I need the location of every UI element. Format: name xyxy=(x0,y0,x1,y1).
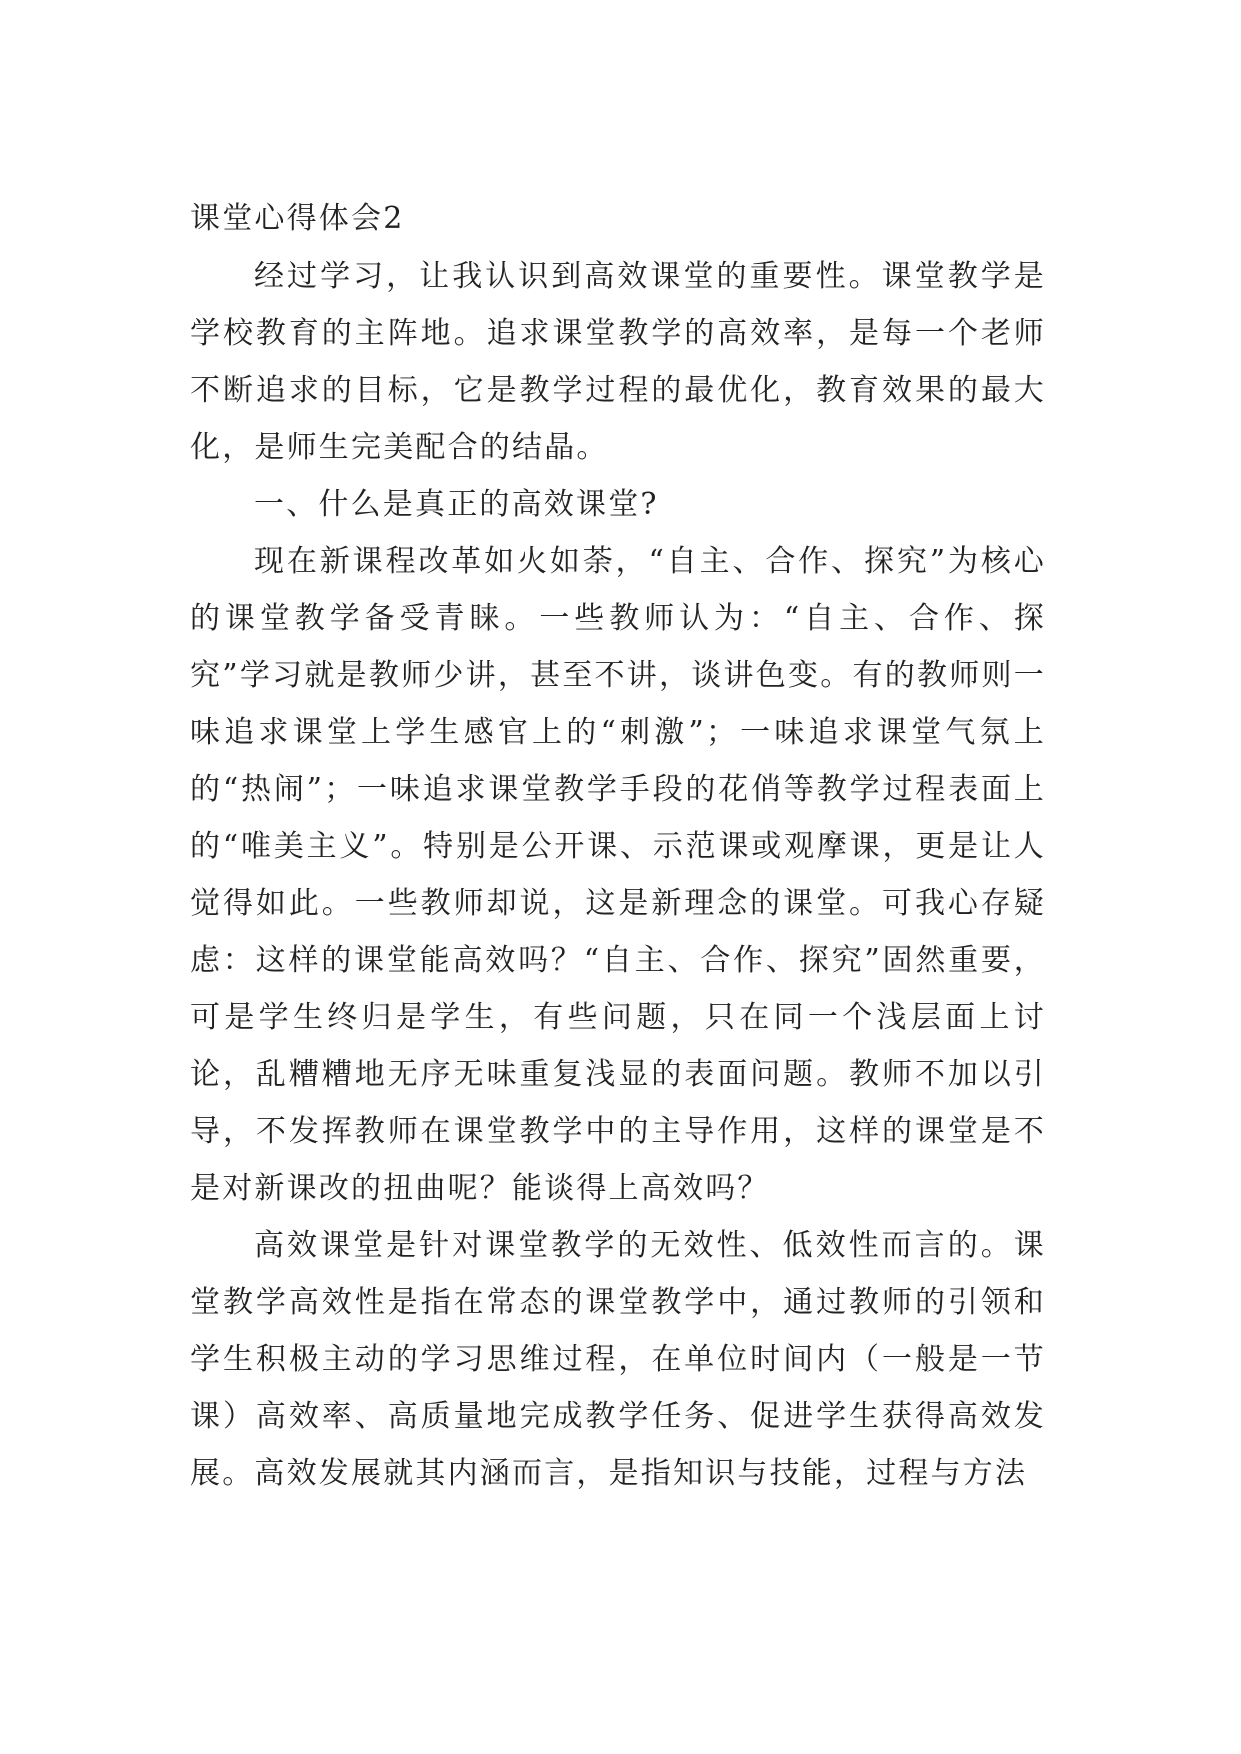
paragraph-reform: 现在新课程改革如火如荼，“自主、合作、探究”为核心的课堂教学备受青睐。一些教师认为：“自主、合作、探究”学习就是教师少讲，甚至不讲，谈讲色变。有的教师则一味追求课堂上学生感官上的“刺激”；一味追求课堂气氛上的“热闹”；一味追求课堂教学手段的花俏等教学过程表面上的“唯美主义”。特别是公开课、示范课或观摩课，更是让人觉得如此。一些教师却说，这是新理念的课堂。可我心存疑虑：这样的课堂能高效吗？“自主、合作、探究”固然重要，可是学生终归是学生，有些问题，只在同一个浅层面上讨论，乱糟糟地无序无味重复浅显的表面问题。教师不加以引导，不发挥教师在课堂教学中的主导作用，这样的课堂是不是对新课改的扭曲呢？能谈得上高效吗？ xyxy=(190,544,1046,1206)
document-body xyxy=(190,190,1046,1502)
section-heading-1: 一、什么是真正的高效课堂? xyxy=(254,487,659,522)
paragraph-definition: 高效课堂是针对课堂教学的无效性、低效性而言的。课堂教学高效性是指在常态的课堂教学中，通过教师的引领和学生积极主动的学习思维过程，在单位时间内（一般是一节课）高效率、高质量地完成教学任务、促进学生获得高效发展。高效发展就其内涵而言，是指知识与技能，过程与方法 xyxy=(190,1228,1046,1491)
paragraph-intro: 经过学习，让我认识到高效课堂的重要性。课堂教学是学校教育的主阵地。追求课堂教学的高效率，是每一个老师不断追求的目标，它是教学过程的最优化，教育效果的最大化，是师生完美配合的结晶。 xyxy=(190,259,1046,465)
document-title: 课堂心得体会2 xyxy=(190,201,405,236)
